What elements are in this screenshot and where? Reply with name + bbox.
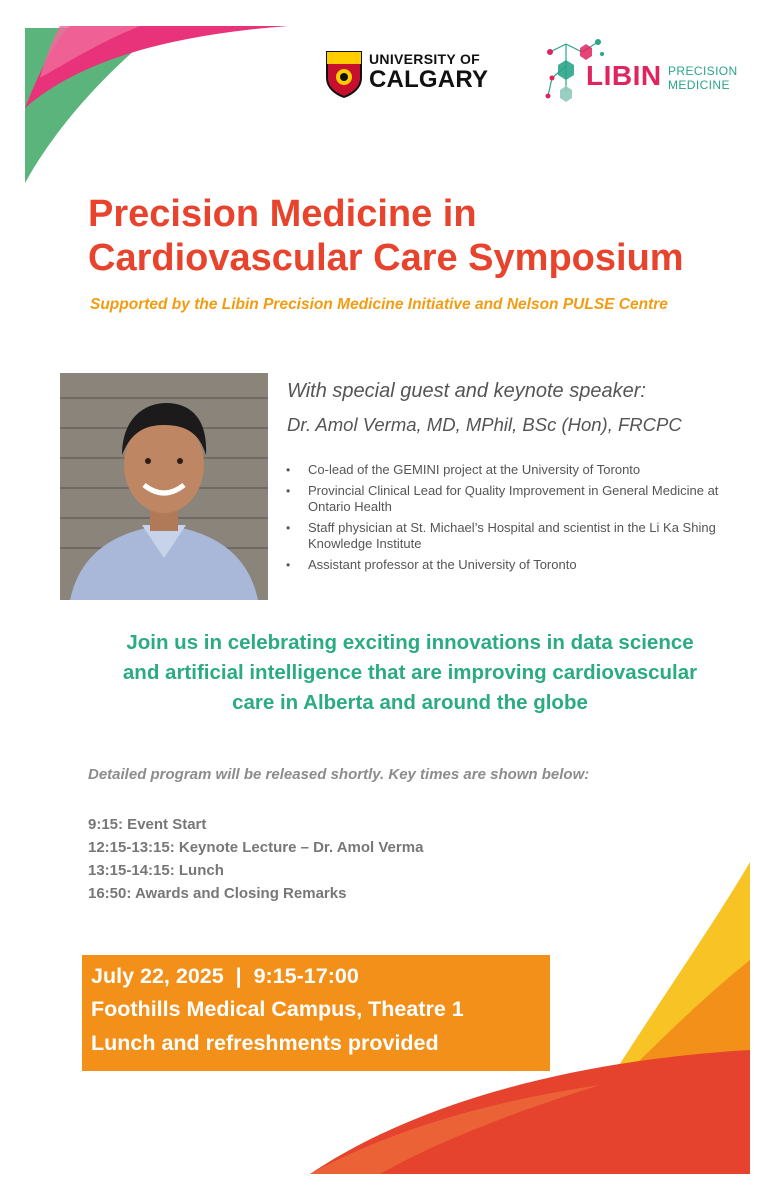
speaker-bullet-list bbox=[283, 462, 753, 578]
speaker-name: Dr. Amol Verma, MD, MPhil, BSc (Hon), FRCPC bbox=[287, 414, 682, 435]
libin-sub-line2: MEDICINE bbox=[668, 78, 730, 92]
time-item: 16:50: Awards and Closing Remarks bbox=[88, 885, 347, 902]
university-of-calgary-logo bbox=[325, 50, 500, 100]
event-date-time: July 22, 2025 | 9:15-17:00 bbox=[91, 964, 359, 988]
uc-shield-icon bbox=[325, 50, 363, 98]
join-line3: care in Alberta and around the globe bbox=[232, 691, 588, 714]
event-location: Foothills Medical Campus, Theatre 1 bbox=[91, 997, 464, 1021]
libin-sub-line1: PRECISION bbox=[668, 64, 738, 78]
speaker-photo bbox=[60, 373, 268, 600]
bullet-icon: • bbox=[286, 558, 291, 572]
bullet-icon: • bbox=[286, 521, 291, 535]
libin-precision-medicine-logo bbox=[542, 30, 752, 110]
list-item: • Provincial Clinical Lead for Quality Improvement in General Medicine at Ontario Health bbox=[286, 483, 719, 514]
bullet-icon: • bbox=[286, 484, 291, 498]
uc-logo-line1: UNIVERSITY OF bbox=[369, 51, 480, 67]
title-line1: Precision Medicine in bbox=[88, 193, 477, 235]
supported-by-text: Supported by the Libin Precision Medicine Initiative and Nelson PULSE Centre bbox=[90, 296, 668, 313]
list-item: • Co-lead of the GEMINI project at the University of Toronto bbox=[286, 462, 641, 477]
event-lunch-note: Lunch and refreshments provided bbox=[91, 1031, 439, 1055]
join-line1: Join us in celebrating exciting innovations in data science bbox=[126, 631, 694, 654]
program-note: Detailed program will be released shortly. Key times are shown below: bbox=[88, 766, 590, 783]
speaker-intro: With special guest and keynote speaker: bbox=[287, 380, 646, 402]
uc-logo-line2: CALGARY bbox=[369, 66, 489, 93]
list-item: • Staff physician at St. Michael’s Hospital and scientist in the Li Ka Shing Knowledge Institute bbox=[286, 520, 716, 551]
bullet-icon: • bbox=[286, 463, 291, 477]
time-item: 13:15-14:15: Lunch bbox=[88, 862, 224, 879]
list-item: • Assistant professor at the University of Toronto bbox=[286, 557, 577, 572]
time-item: 12:15-13:15: Keynote Lecture – Dr. Amol Verma bbox=[88, 839, 424, 856]
key-times-list bbox=[88, 813, 423, 905]
join-line2: and artificial intelligence that are improving cardiovascular bbox=[122, 661, 698, 684]
page-title bbox=[88, 192, 758, 280]
event-info-box bbox=[82, 955, 550, 1071]
libin-wordmark: LIBIN bbox=[586, 60, 662, 91]
title-line2: Cardiovascular Care Symposium bbox=[88, 237, 684, 279]
libin-subtitle bbox=[668, 64, 738, 92]
time-item: 9:15: Event Start bbox=[88, 816, 207, 833]
join-message bbox=[60, 628, 760, 718]
